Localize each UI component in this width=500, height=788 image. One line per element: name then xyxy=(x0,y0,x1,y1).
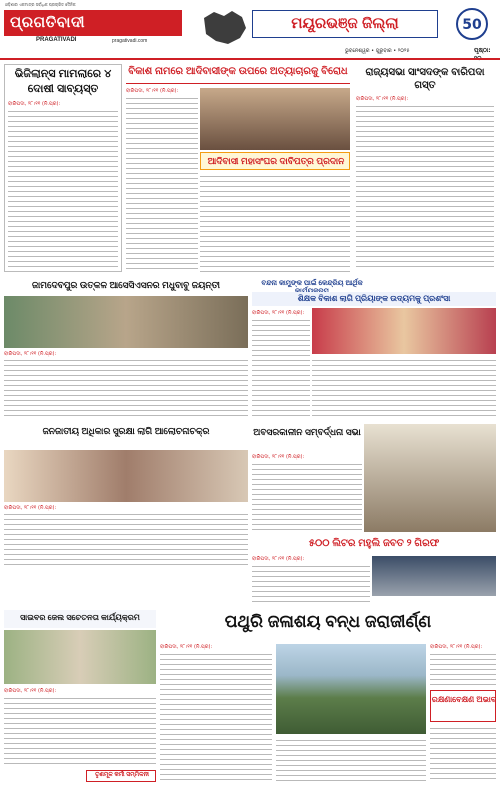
district-map-icon xyxy=(198,8,250,48)
seminar-photo xyxy=(4,450,248,502)
headline: ବିକାଶ ନାମରେ ଆଦିବାସୀଙ୍କ ଉପରେ ଅତ୍ୟାଚାରକୁ ବିରୋଧ xyxy=(128,66,348,77)
byline: ବାରିପଦା, ୨୮।୧୧ (ନି.ପ୍ର): xyxy=(126,88,179,94)
byline: ବାରିପଦା, ୨୮।୧୧ (ନି.ପ୍ର): xyxy=(4,688,57,694)
kicker-bar xyxy=(252,280,496,292)
body-text xyxy=(4,696,156,766)
body-text xyxy=(252,462,362,532)
headline: ରାଜ୍ୟସଭା ସାଂସଦଙ୍କ ବାରିପଦା ଗସ୍ତ xyxy=(365,67,485,91)
headline-bar xyxy=(4,424,248,448)
body-text xyxy=(356,104,494,270)
byline: ବାରିପଦା, ୨୮।୧୧ (ନି.ପ୍ର): xyxy=(252,310,305,316)
headline-bar xyxy=(4,610,156,628)
byline: ବାରିପଦା, ୨୮।୧୧ (ନି.ପ୍ର): xyxy=(4,351,57,357)
body-text xyxy=(8,109,118,269)
subheadline-bar xyxy=(200,152,350,170)
headline-bar xyxy=(252,536,496,554)
headline-bar xyxy=(252,424,362,452)
retirement-photo xyxy=(364,424,496,532)
headline-bar xyxy=(4,278,248,296)
liquor-seizure-photo xyxy=(372,556,496,596)
brand-english: PRAGATIVADI xyxy=(36,37,77,43)
headline: ଭିଜିଲାନ୍ସ ମାମଲାରେ ୪ ଦୋଷୀ ସାବ୍ୟସ୍ତ xyxy=(14,68,112,95)
headline: ଜନଜାତୀୟ ଅଧିକାର ସୁରକ୍ଷା ଲାଗି ଆଲୋଚନାଚକ୍ର xyxy=(42,426,210,436)
masthead xyxy=(0,0,500,58)
byline: ବାରିପଦା, ୨୮।୧୧ (ନି.ପ୍ର): xyxy=(4,505,57,511)
body-text xyxy=(200,174,350,272)
body-text xyxy=(160,652,272,782)
callout-box xyxy=(86,770,156,782)
headline: ଅବସରକାଳୀନ ସମ୍ବର୍ଦ୍ଧନା ସଭା xyxy=(253,427,361,437)
byline: ବାରିପଦା, ୨୮।୧୧ (ନି.ପ୍ର): xyxy=(430,644,483,650)
headline-bar xyxy=(126,64,350,84)
body-text xyxy=(276,738,426,782)
teachers-group-photo xyxy=(312,308,496,354)
callout: ତୃଣମୂଳ କର୍ମୀ ସମ୍ମିଳନୀ xyxy=(95,772,149,778)
body-text xyxy=(252,318,310,420)
body-text xyxy=(126,96,198,272)
body-text xyxy=(430,726,496,782)
body-text xyxy=(4,358,248,420)
tribal-meeting-photo xyxy=(200,88,350,150)
headline-bar xyxy=(160,610,496,640)
subheadline: ରକ୍ଷଣାବେକ୍ଷଣ ଅଭାବ xyxy=(431,695,497,704)
subheadline: ଆଦିବାସୀ ମହାସଂଘର ଦାବିପତ୍ର ପ୍ରଦାନ xyxy=(207,156,345,166)
headline-bar xyxy=(252,292,496,306)
article-tribal-protest xyxy=(126,88,198,272)
body-text xyxy=(312,358,496,420)
date-line: ଭୁବନେଶ୍ୱର • ଗୁରୁବାର • ୨୦୨୫ xyxy=(345,48,410,54)
anniversary-logo-icon xyxy=(450,6,494,44)
byline: ବାରିପଦା, ୨୮।୧୧ (ନି.ପ୍ର): xyxy=(356,96,409,102)
body-text xyxy=(430,652,496,686)
headline: ଶିକ୍ଷକ ବିକାଶ ଲାଗି ପ୍ରିୟାଙ୍କ ଉଦ୍ୟମକୁ ପ୍ରଶଂସା xyxy=(297,294,451,303)
district-title: ମୟୂରଭଞ୍ଜ ଜିଲ୍ଲା xyxy=(252,10,438,38)
article-rajya-sabha xyxy=(354,64,496,272)
body-text xyxy=(4,512,248,568)
page-number: ପୃଷ୍ଠା: xyxy=(474,47,491,54)
headline: ସାଇବର ଜେଲ ସଚେତନତା କାର୍ଯ୍ୟକ୍ରମ xyxy=(20,613,140,622)
byline: ବାରିପଦା, ୨୮।୧୧ (ନି.ପ୍ର): xyxy=(8,101,61,107)
headline: ୫୦୦ ଲିଟର ମହୁଲି ଜବତ ୨ ଗିରଫ xyxy=(308,538,440,549)
svg-text:50: 50 xyxy=(462,17,482,33)
website: pragativadi.com xyxy=(112,38,148,44)
brand-logo: ପ୍ରଗତିବାଦୀ xyxy=(4,10,182,36)
byline: ବାରିପଦା, ୨୮।୧୧ (ନି.ପ୍ର): xyxy=(252,556,305,562)
headline: ପଥୁରି ଜଳାଶୟ ବନ୍ଧ ଜରାଜୀର୍ଣ୍ଣ xyxy=(224,612,432,631)
headline: ଜାମଦେବପୁର ଉତ୍କଳ ଆସେସିଏସନର ମଧୁବାବୁ ଜୟନ୍ତୀ xyxy=(31,280,220,290)
tagline: ଓଡ଼ିଶାର ଏକମାତ୍ର ସର୍ବାଧିକ ପ୍ରଚାରିତ ଦୈନିକ xyxy=(5,2,76,7)
byline: ବାରିପଦା, ୨୮।୧୧ (ନି.ପ୍ର): xyxy=(252,454,305,460)
cyber-awareness-photo xyxy=(4,630,156,684)
byline: ବାରିପଦା, ୨୮।୧୧ (ନି.ପ୍ର): xyxy=(160,644,213,650)
subheadline-box xyxy=(430,690,496,722)
article-vigilance xyxy=(4,64,122,272)
body-text xyxy=(252,564,370,606)
masthead-rule xyxy=(0,58,500,60)
reservoir-photo xyxy=(276,644,426,734)
kicker: ବନ୍ଦନା କାମୁଙ୍କ ପାଇଁ କେନ୍ଦ୍ରିୟ ଆର୍ଥିକ xyxy=(261,280,363,287)
madhubabu-event-photo xyxy=(4,296,248,348)
